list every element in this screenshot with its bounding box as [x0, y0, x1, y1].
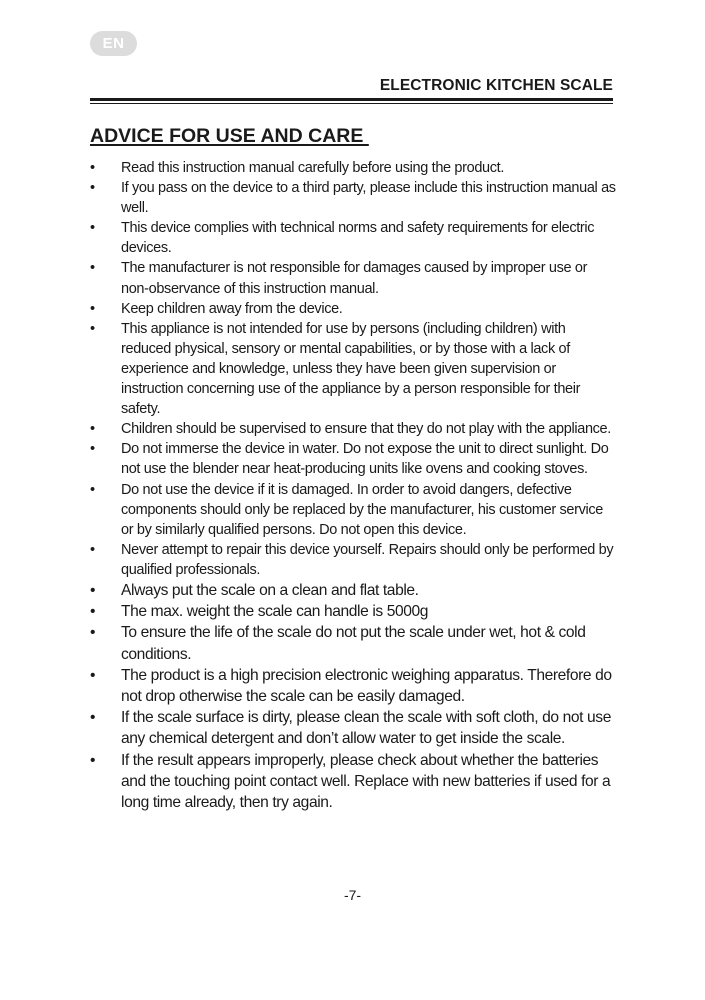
bullet-icon: •: [90, 581, 96, 599]
section-title: ADVICE FOR USE AND CARE: [90, 125, 369, 147]
list-item: [90, 580, 616, 601]
list-item-text: If the result appears improperly, please check about whether the batteries and the touching point contact well. Replace with new batteries if used for a long time already, then try again.: [121, 751, 611, 811]
list-item: [90, 707, 616, 749]
list-item-text: If you pass on the device to a third party, please include this instruction manual as well.: [121, 180, 616, 217]
list-item-text: The max. weight the scale can handle is 5000g: [121, 603, 429, 621]
list-item-text: The manufacturer is not responsible for damages caused by improper use or non-observance of this instruction manual.: [121, 260, 588, 297]
bullet-icon: •: [90, 751, 96, 769]
list-item: [90, 540, 616, 580]
list-item: [90, 258, 616, 298]
list-item: [90, 439, 616, 479]
list-item: [90, 750, 616, 814]
bullet-icon: •: [90, 320, 95, 337]
bullet-icon: •: [90, 300, 95, 317]
header-rule-thick: [90, 98, 613, 101]
list-item-text: Never attempt to repair this device yourself. Repairs should only be performed by qualified professionals.: [121, 541, 614, 578]
list-item-text: Do not immerse the device in water. Do not expose the unit to direct sunlight. Do not use the blender near heat-producing units like ovens and cooking stoves.: [121, 441, 609, 478]
list-item-text: This appliance is not intended for use by persons (including children) with reduced physical, sensory or mental capabilities, or by those with a lack of experience and knowledge, unless they have been given supervision or instruction concerning use of the appliance by a person responsible for their safety.: [121, 320, 581, 418]
list-item-text: Keep children away from the device.: [121, 300, 343, 317]
bullet-icon: •: [90, 160, 95, 176]
language-badge: EN: [90, 31, 137, 56]
list-item-text: Always put the scale on a clean and flat table.: [121, 581, 419, 599]
list-item: [90, 299, 616, 319]
bullet-icon: •: [90, 180, 95, 197]
list-item: [90, 319, 616, 419]
header-rule-thin: [90, 103, 613, 104]
list-item: [90, 419, 616, 439]
bullet-icon: •: [90, 624, 96, 642]
list-item: [90, 158, 616, 178]
bullet-icon: •: [90, 481, 95, 498]
bullet-icon: •: [90, 603, 96, 621]
list-item-text: Children should be supervised to ensure that they do not play with the appliance.: [121, 421, 611, 438]
bullet-icon: •: [90, 220, 95, 237]
list-item-text: Do not use the device if it is damaged. In order to avoid dangers, defective components should only be replaced by the manufacturer, his customer service or by similarly qualified persons. Do not open this device.: [121, 481, 603, 538]
bullet-icon: •: [90, 541, 95, 558]
bullet-icon: •: [90, 260, 95, 277]
list-item-text: To ensure the life of the scale do not put the scale under wet, hot & cold conditions.: [121, 624, 586, 663]
list-item: [90, 178, 616, 218]
list-item: [90, 665, 616, 707]
bullet-icon: •: [90, 709, 96, 727]
bullet-icon: •: [90, 421, 95, 438]
page-number: -7-: [343, 887, 362, 903]
list-item: [90, 218, 616, 258]
bullet-icon: •: [90, 666, 96, 684]
list-item-text: Read this instruction manual carefully before using the product.: [121, 160, 505, 176]
header-title: ELECTRONIC KITCHEN SCALE: [379, 77, 613, 94]
advice-list: [90, 158, 616, 813]
list-item-text: The product is a high precision electronic weighing apparatus. Therefore do not drop otherwise the scale can be easily damaged.: [121, 666, 612, 705]
list-item-text: If the scale surface is dirty, please clean the scale with soft cloth, do not use any chemical detergent and don’t allow water to get inside the scale.: [121, 709, 611, 748]
bullet-icon: •: [90, 441, 95, 458]
list-item: [90, 601, 616, 622]
list-item: [90, 480, 616, 540]
list-item-text: This device complies with technical norms and safety requirements for electric devices.: [121, 220, 595, 257]
list-item: [90, 622, 616, 664]
